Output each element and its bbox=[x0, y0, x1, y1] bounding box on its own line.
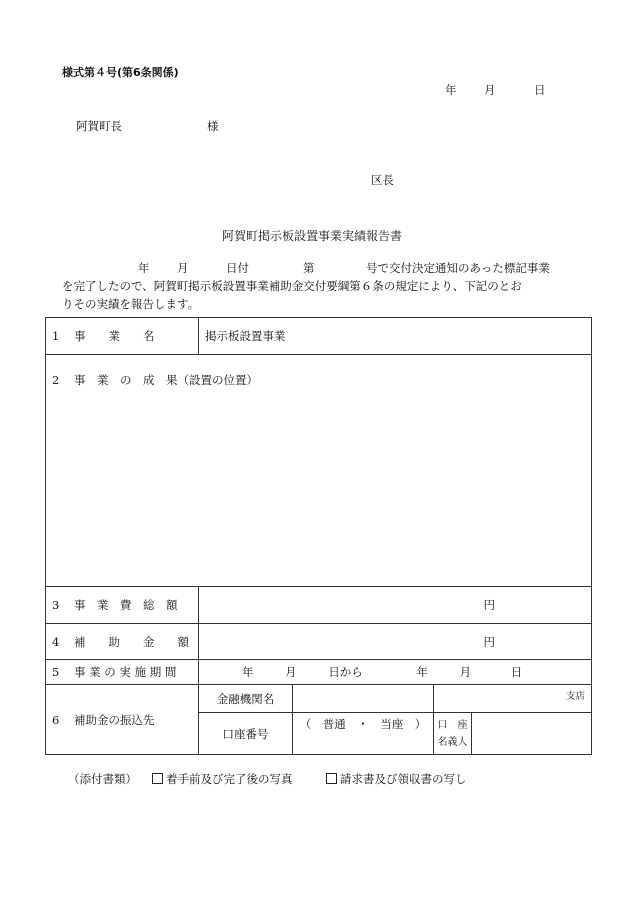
total-cost-field[interactable] bbox=[199, 587, 592, 624]
holder-label-line2: 名義人 bbox=[437, 736, 468, 748]
body-month: 月 bbox=[177, 261, 189, 275]
account-number-field[interactable] bbox=[293, 713, 434, 755]
date-month: 月 bbox=[484, 83, 496, 97]
attachments-label: （添付書類） bbox=[68, 772, 137, 786]
document-title: 阿賀町掲示板設置事業実績報告書 bbox=[222, 229, 403, 243]
row-subsidy-amount bbox=[46, 624, 592, 660]
bank-label: 金融機関名 bbox=[216, 691, 275, 706]
row-total-cost bbox=[46, 587, 592, 624]
report-table bbox=[45, 317, 592, 755]
row3-unit: 円 bbox=[483, 598, 495, 612]
holder-label-line1: 口 座 bbox=[437, 719, 468, 731]
period-start-day: 日から bbox=[328, 665, 363, 679]
results-field[interactable] bbox=[46, 355, 592, 587]
date-year: 年 bbox=[445, 83, 457, 97]
receipts-checkbox[interactable] bbox=[326, 773, 337, 784]
account-holder-field[interactable] bbox=[472, 713, 592, 755]
project-name-field[interactable] bbox=[199, 318, 592, 355]
sender-title: 区長 bbox=[371, 173, 394, 187]
period-end-month: 月 bbox=[459, 665, 472, 679]
bank-label-cell bbox=[199, 685, 293, 713]
row5-label: 事 業 の 実 施 期 間 bbox=[73, 665, 177, 679]
row6-label: 補助金の振込先 bbox=[73, 712, 155, 727]
row3-label-cell bbox=[46, 587, 199, 624]
row2-no: 2 bbox=[52, 373, 60, 387]
row6-label-cell bbox=[46, 685, 199, 755]
row5-no: 5 bbox=[52, 665, 60, 679]
period-start-year: 年 bbox=[242, 665, 254, 679]
bank-name-field[interactable] bbox=[293, 685, 434, 713]
body-day: 日付 bbox=[226, 261, 249, 275]
row3-no: 3 bbox=[52, 598, 60, 612]
row4-label-cell bbox=[46, 624, 199, 660]
branch-field[interactable] bbox=[434, 685, 592, 713]
row5-label-cell bbox=[46, 660, 199, 685]
account-type: （ 普通 ・ 当座 ） bbox=[299, 717, 427, 731]
row-project-name bbox=[46, 318, 592, 355]
row3-label: 事 業 費 総 額 bbox=[73, 598, 178, 612]
row2-label: 事 業 の 成 果（設置の位置） bbox=[73, 373, 258, 387]
row4-label: 補 助 金 額 bbox=[73, 634, 189, 649]
row1-value: 掲示板設置事業 bbox=[205, 329, 286, 343]
attachment-receipts-text: 請求書及び領収書の写し bbox=[340, 772, 467, 786]
row1-label-cell bbox=[46, 318, 199, 355]
body-line3: りその実績を報告します。 bbox=[62, 297, 200, 311]
holder-label-cell bbox=[434, 713, 472, 755]
row-bank bbox=[46, 685, 592, 713]
row-results bbox=[46, 355, 592, 587]
row4-no: 4 bbox=[52, 634, 60, 649]
date-day: 日 bbox=[534, 83, 546, 97]
body-year: 年 bbox=[138, 261, 150, 275]
account-label: 口座番号 bbox=[222, 726, 269, 741]
addressee-honorific: 様 bbox=[207, 119, 219, 133]
period-field[interactable] bbox=[199, 660, 592, 685]
form-number: 様式第４号(第6条関係) bbox=[62, 66, 179, 79]
row4-unit: 円 bbox=[483, 634, 495, 649]
addressee-name: 阿賀町長 bbox=[76, 119, 122, 133]
attachment-receipts bbox=[326, 771, 467, 787]
subsidy-amount-field[interactable] bbox=[199, 624, 592, 660]
period-end-day: 日 bbox=[510, 665, 523, 679]
attachment-photos-text: 着手前及び完了後の写真 bbox=[166, 772, 293, 786]
row6-no: 6 bbox=[52, 712, 60, 727]
row-period bbox=[46, 660, 592, 685]
branch-label: 支店 bbox=[565, 691, 585, 702]
period-end-year: 年 bbox=[416, 665, 428, 679]
period-start-month: 月 bbox=[285, 665, 297, 679]
body-line1-rest: 号で交付決定通知のあった標記事業 bbox=[366, 261, 550, 275]
photos-checkbox[interactable] bbox=[152, 773, 163, 784]
row1-no: 1 bbox=[52, 329, 60, 343]
body-line2: を完了したので、阿賀町掲示板設置事業補助金交付要綱第６条の規定により、下記のとお bbox=[62, 279, 522, 293]
account-label-cell bbox=[199, 713, 293, 755]
body-number-prefix: 第 bbox=[303, 261, 315, 275]
attachment-photos bbox=[152, 771, 293, 787]
row1-label: 事 業 名 bbox=[73, 329, 155, 343]
